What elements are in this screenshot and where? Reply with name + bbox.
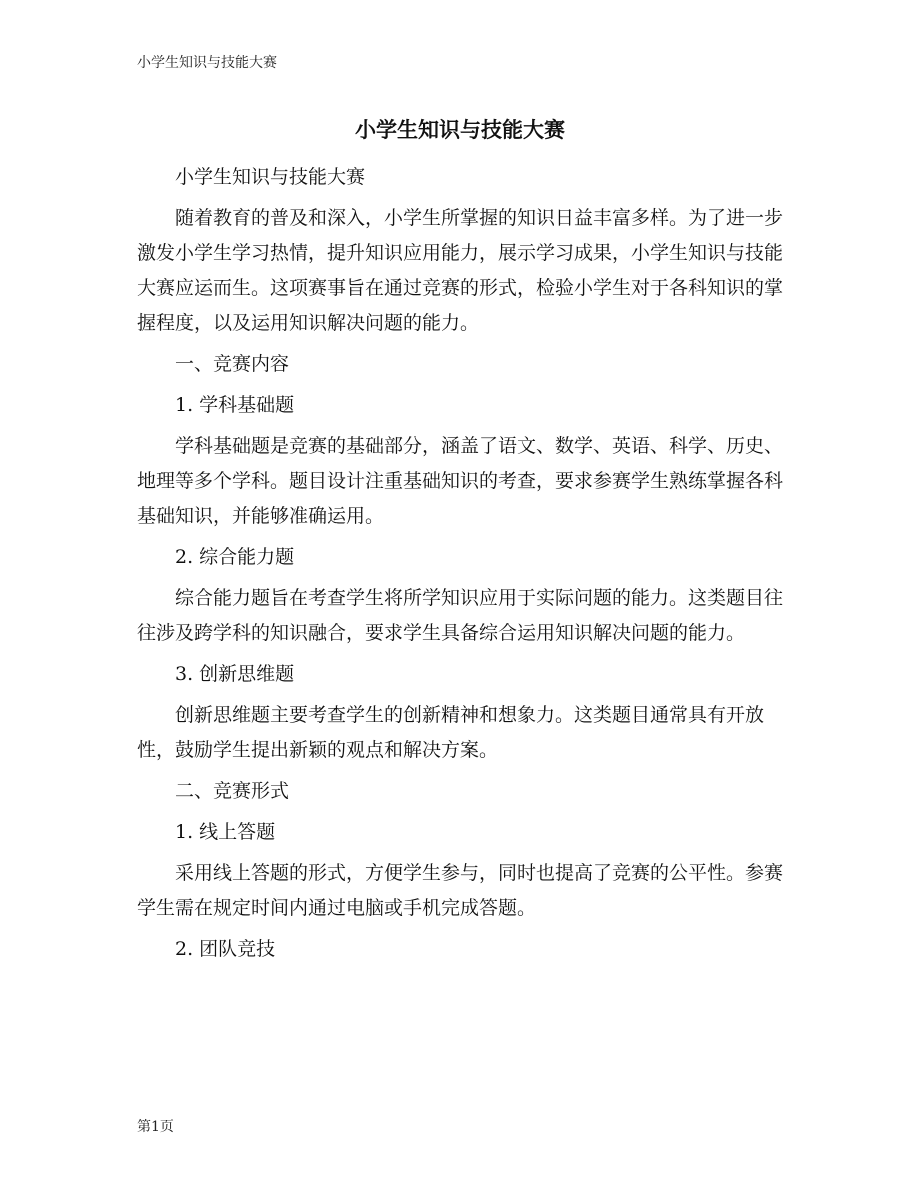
paragraph-subtitle: 小学生知识与技能大赛 bbox=[175, 166, 366, 188]
section-heading-content: 一、竞赛内容 bbox=[175, 353, 290, 375]
subheading-comprehensive-questions: 2. 综合能力题 bbox=[175, 546, 295, 568]
paragraph-innovation-questions: 创新思维题主要考查学生的创新精神和想象力。这类题目通常具有开放性，鼓励学生提出新颖的观点和解决方案。 bbox=[137, 704, 765, 761]
page-number: 第1页 bbox=[137, 1119, 174, 1135]
section-heading-format: 二、竞赛形式 bbox=[175, 780, 290, 802]
subheading-team-competition: 2. 团队竞技 bbox=[175, 938, 276, 960]
paragraph-intro: 随着教育的普及和深入，小学生所掌握的知识日益丰富多样。为了进一步激发小学生学习热情，提升知识应用能力，展示学习成果，小学生知识与技能大赛应运而生。这项赛事旨在通过竞赛的形式，检验小学生对于各科知识的掌握程度，以及运用知识解决问题的能力。 bbox=[137, 207, 784, 334]
subheading-online-answering: 1. 线上答题 bbox=[175, 821, 276, 843]
paragraph-comprehensive-questions: 综合能力题旨在考查学生将所学知识应用于实际问题的能力。这类题目往往涉及跨学科的知识融合，要求学生具备综合运用知识解决问题的能力。 bbox=[137, 587, 784, 644]
running-header: 小学生知识与技能大赛 bbox=[137, 55, 277, 71]
paragraph-online-answering: 采用线上答题的形式，方便学生参与，同时也提高了竞赛的公平性。参赛学生需在规定时间内通过电脑或手机完成答题。 bbox=[137, 862, 784, 919]
paragraph-basic-questions: 学科基础题是竞赛的基础部分，涵盖了语文、数学、英语、科学、历史、地理等多个学科。题目设计注重基础知识的考查，要求参赛学生熟练掌握各科基础知识，并能够准确运用。 bbox=[137, 435, 784, 527]
document-body bbox=[137, 160, 787, 973]
document-title: 小学生知识与技能大赛 bbox=[355, 117, 565, 142]
subheading-innovation-questions: 3. 创新思维题 bbox=[175, 663, 295, 685]
subheading-basic-questions: 1. 学科基础题 bbox=[175, 394, 295, 416]
